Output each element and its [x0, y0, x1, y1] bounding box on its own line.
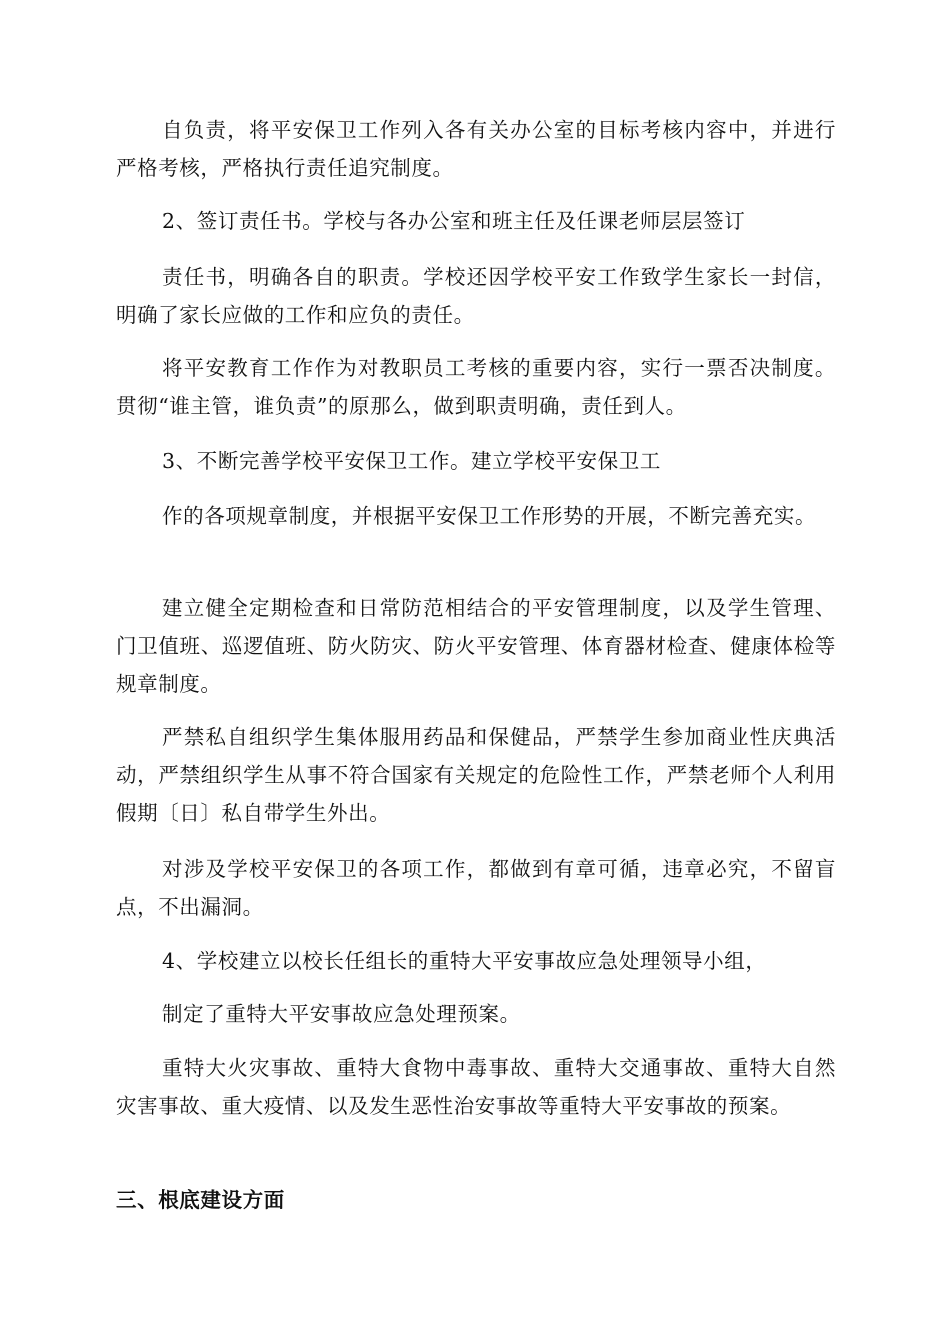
paragraph-sign-responsibility-letter: 2、签订责任书。学校与各办公室和班主任及任课老师层层签订: [162, 209, 746, 233]
paragraph-safety-education-assessment: 将平安教育工作作为对教职员工考核的重要内容，实行一票否决制度。贯彻“谁主管，谁负责”的原那么，做到职责明确，责任到人。: [116, 356, 836, 418]
paragraph-prohibitions: 严禁私自组织学生集体服用药品和保健品，严禁学生参加商业性庆典活动，严禁组织学生从事不符合国家有关规定的危险性工作，严禁老师个人利用假期〔日〕私自带学生外出。: [116, 725, 836, 825]
paragraph-responsibility-assessment: 自负责，将平安保卫工作列入各有关办公室的目标考核内容中，并进行严格考核，严格执行责任追究制度。: [116, 118, 836, 180]
paragraph-emergency-plan: 制定了重特大平安事故应急处理预案。: [162, 1002, 521, 1026]
paragraph-management-system: 建立健全定期检查和日常防范相结合的平安管理制度，以及学生管理、门卫值班、巡逻值班、防火防灾、防火平安管理、体育器材检查、健康体检等规章制度。: [116, 596, 836, 696]
paragraph-emergency-leading-group: 4、学校建立以校长任组长的重特大平安事故应急处理领导小组，: [162, 949, 767, 973]
paragraph-rules-and-regulations: 作的各项规章制度，并根据平安保卫工作形势的开展，不断完善充实。: [162, 504, 817, 528]
paragraph-no-blind-spots: 对涉及学校平安保卫的各项工作，都做到有章可循，违章必究，不留盲点，不出漏洞。: [116, 857, 836, 919]
paragraph-major-accident-plans: 重特大火灾事故、重特大食物中毒事故、重特大交通事故、重特大自然灾害事故、重大疫情、以及发生恶性治安事故等重特大平安事故的预案。: [116, 1056, 836, 1118]
paragraph-responsibility-letter: 责任书，明确各自的职责。学校还因学校平安工作致学生家长一封信，明确了家长应做的工作和应负的责任。: [116, 265, 836, 327]
paragraph-improve-safety-work: 3、不断完善学校平安保卫工作。建立学校平安保卫工: [162, 449, 661, 473]
section-heading: 三、根底建设方面: [116, 1188, 285, 1212]
